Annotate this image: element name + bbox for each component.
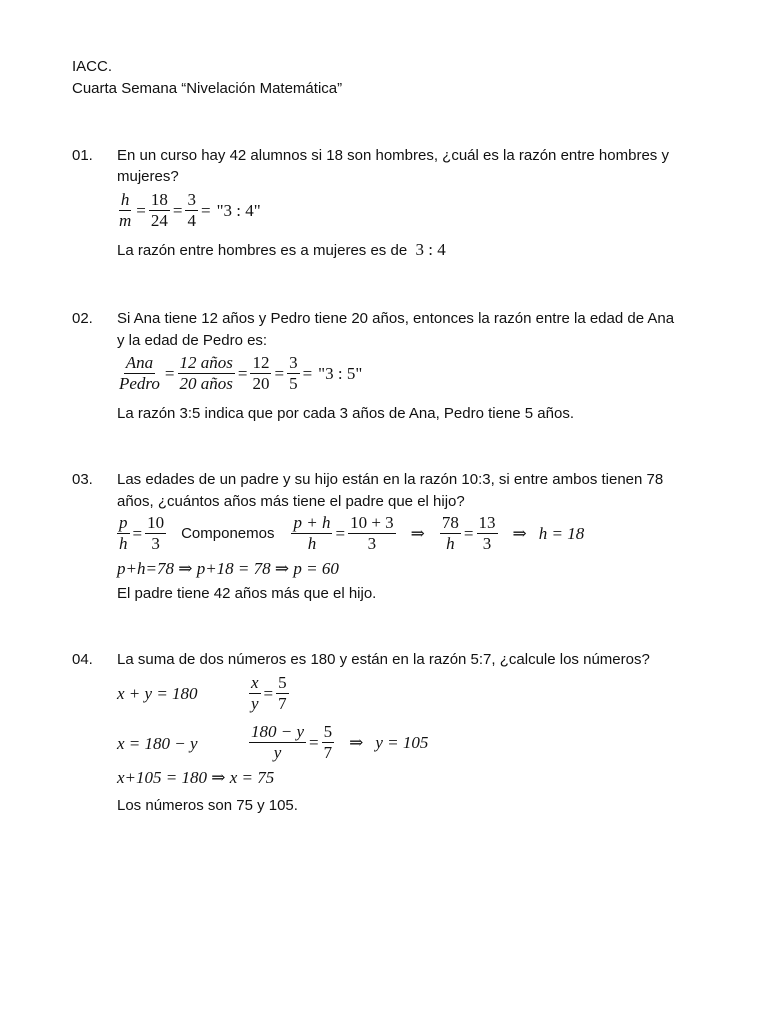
problem-1-text-line2: mujeres? — [117, 168, 179, 185]
fraction: $\frac{78}{h}$ — [441, 513, 459, 553]
fraction: $\frac{x}{y}$ — [251, 673, 259, 713]
problem-4-text-line1: La suma de dos números es 180 y están en la razón 5:7, ¿calcule los números? — [117, 651, 650, 668]
result: "3 : 5" — [318, 363, 363, 383]
fraction: $\frac{18}{24}$ — [150, 190, 168, 230]
fraction: $\frac{3}{4}$ — [187, 190, 196, 230]
problem-1-text-line1: En un curso hay 42 alumnos si 18 son hombres, ¿cuál es la razón entre hombres y — [117, 147, 669, 164]
fraction: $\frac{5}{7}$ — [323, 722, 333, 762]
fraction: $\frac{10 + 3}{3}$ — [350, 513, 394, 553]
problem-4-substitution: $\frac{180 - y}{y}$ = $\frac{5}{7}$ ⇒ y = 105 — [251, 722, 429, 762]
problem-4-ratio: $\frac{x}{y}$ = $\frac{5}{7}$ — [251, 673, 287, 713]
problem-4-eq1: x + y = 180 — [117, 684, 198, 703]
problem-2-text-line2: y la edad de Pedro es: — [117, 332, 268, 349]
problem-3-equation: $\frac{p}{h}$ = $\frac{10}{3}$ Componemos $\frac{p + h}{h}$ = $\frac{10 + 3}{3}$ ⇒ $\frac{78}{h}$ = $\frac{13}{3}$ ⇒ h = 18 — [119, 513, 585, 553]
fraction: $\frac{\text{12 años}}{\text{20 años}}$ — [179, 353, 233, 393]
problem-3-text-line2: años, ¿cuántos años más tiene el padre que el hijo? — [117, 493, 465, 510]
problem-2-number: 02. — [72, 310, 93, 327]
header-title: Cuarta Semana “Nivelación Matemática” — [72, 80, 343, 97]
result: y = 105 — [375, 732, 429, 752]
fraction: $\frac{12}{20}$ — [252, 353, 270, 393]
problem-1-equation: $\frac{h}{m}$ = $\frac{18}{24}$ = $\frac{3}{4}$ = "3 : 4" — [119, 190, 261, 230]
compose-word: Componemos — [181, 525, 275, 542]
problem-4-eq2: x = 180 − y — [117, 734, 198, 753]
fraction: $\frac{p}{h}$ — [119, 513, 128, 553]
problem-2-equation: $\frac{\text{Ana}}{\text{Pedro}}$ = $\frac{\text{12 años}}{\text{20 años}}$ = $\frac{12}{20}$ = $\frac{3}{5}$ = "3 : 5" — [119, 353, 363, 393]
problem-1-answer: La razón entre hombres es a mujeres es de 3 : 4 — [117, 240, 446, 259]
fraction: $\frac{13}{3}$ — [478, 513, 496, 553]
problem-3-text-line1: Las edades de un padre y su hijo están en la razón 10:3, si entre ambos tienen 78 — [117, 471, 664, 488]
result: h = 18 — [538, 523, 585, 543]
problem-3-line2: p+h=78 ⇒ p+18 = 78 ⇒ p = 60 — [117, 559, 339, 578]
problem-2-text-line1: Si Ana tiene 12 años y Pedro tiene 20 años, entonces la razón entre la edad de Ana — [117, 310, 675, 327]
problem-4-number: 04. — [72, 651, 93, 668]
fraction: $\frac{3}{5}$ — [289, 353, 298, 393]
problem-3-number: 03. — [72, 471, 93, 488]
problem-2-answer: La razón 3:5 indica que por cada 3 años de Ana, Pedro tiene 5 años. — [117, 405, 575, 422]
fraction: $\frac{180 - y}{y}$ — [251, 722, 305, 762]
problem-4-eq3: x+105 = 180 ⇒ x = 75 — [117, 768, 275, 787]
fraction: $\frac{\text{Ana}}{\text{Pedro}}$ — [119, 353, 160, 393]
fraction: $\frac{10}{3}$ — [147, 513, 165, 553]
fraction: $\frac{p + h}{h}$ — [293, 513, 331, 553]
fraction: $\frac{5}{7}$ — [278, 673, 287, 713]
header-institution: IACC. — [72, 58, 113, 75]
problem-1-number: 01. — [72, 147, 93, 164]
problem-4-answer: Los números son 75 y 105. — [117, 797, 298, 814]
problem-3-answer: El padre tiene 42 años más que el hijo. — [117, 585, 377, 602]
result: "3 : 4" — [216, 200, 261, 220]
fraction: $\frac{h}{m}$ — [119, 190, 132, 230]
